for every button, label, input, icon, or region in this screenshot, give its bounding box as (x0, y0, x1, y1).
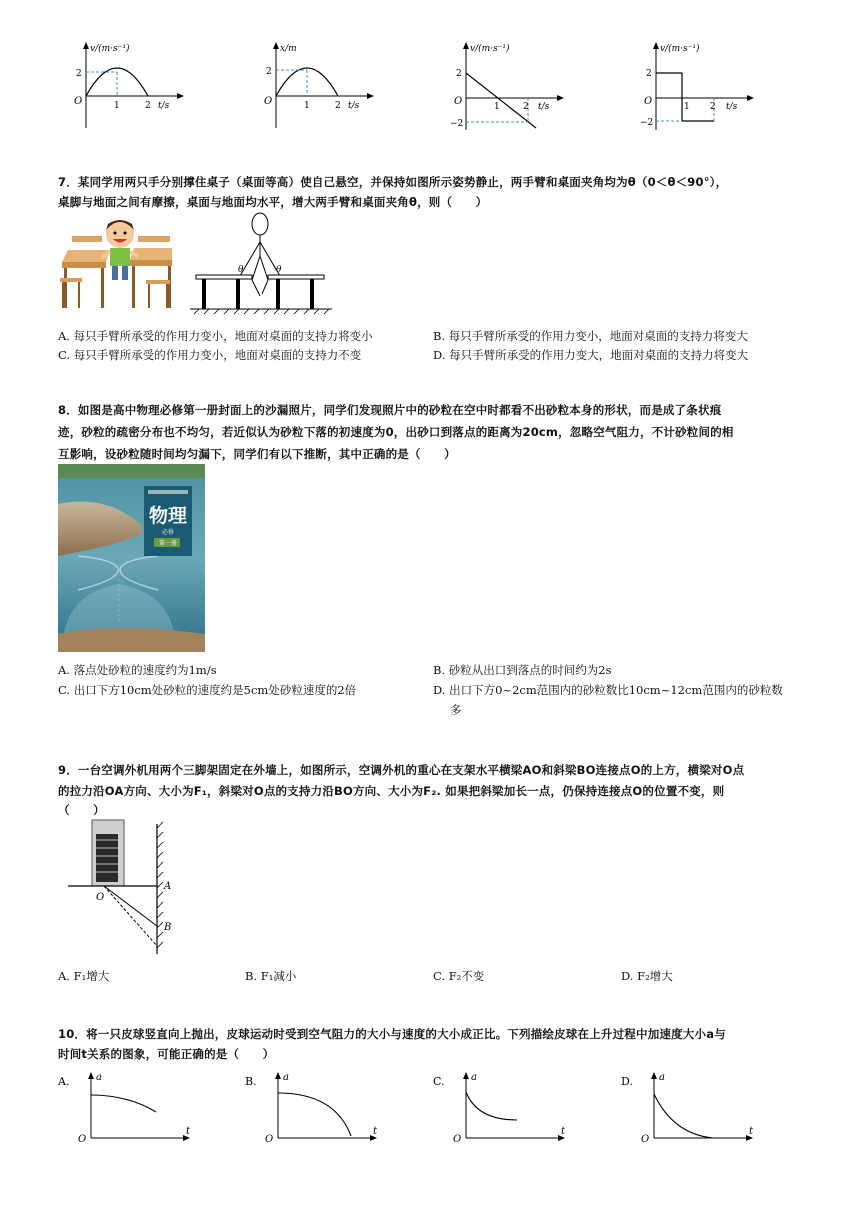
svg-text:t/s: t/s (726, 102, 738, 112)
svg-text:2: 2 (266, 67, 272, 77)
svg-text:O: O (74, 96, 83, 107)
svg-text:A: A (164, 881, 172, 892)
svg-text:O: O (641, 1134, 650, 1145)
svg-text:B: B (164, 922, 172, 933)
q9-stem-line3: （ ） (58, 803, 105, 817)
q8-option-b[interactable]: B. 砂粒从出口到落点的时间约为2s (433, 663, 612, 677)
q10-graph-b[interactable] (245, 1068, 385, 1148)
q8-book-cover-photo (58, 464, 205, 652)
q6-graph-a (60, 38, 200, 133)
svg-text:θ: θ (238, 265, 244, 275)
q6-graph-c (440, 38, 580, 133)
svg-text:2: 2 (76, 69, 82, 79)
q7-cartoon-image (58, 214, 173, 310)
q6a-ylabel: v/(m·s⁻¹) (90, 44, 130, 54)
q9-bracket-diagram (64, 818, 184, 958)
q7-stem-line2: 桌脚与地面之间有摩擦，桌面与地面均水平，增大两手臂和桌面夹角θ，则（ ） (58, 195, 488, 209)
svg-text:−2: −2 (450, 119, 464, 129)
svg-text:t/s: t/s (158, 101, 170, 111)
svg-text:O: O (96, 892, 105, 903)
q7-force-diagram (190, 208, 335, 314)
q6-graph-d (630, 38, 770, 133)
q9-option-a[interactable]: A. F₁增大 (58, 969, 110, 983)
q8-option-c[interactable]: C. 出口下方10cm处砂粒的速度约是5cm处砂粒速度的2倍 (58, 683, 357, 697)
svg-text:2: 2 (456, 69, 462, 79)
svg-text:2: 2 (710, 102, 716, 112)
q10-stem-line2: 时间t关系的图象，可能正确的是（ ） (58, 1047, 275, 1061)
svg-text:1: 1 (114, 101, 120, 111)
q10-stem-line1: 10．将一只皮球竖直向上抛出，皮球运动时受到空气阻力的大小与速度的大小成正比。下列描绘皮球在上升过程中加速度大小a与 (58, 1027, 726, 1041)
q10-graph-c[interactable] (433, 1068, 573, 1148)
q7-option-b[interactable]: B. 每只手臂所承受的作用力变小，地面对桌面的支持力将变大 (433, 329, 748, 343)
svg-text:1: 1 (684, 102, 690, 112)
svg-text:t: t (373, 1126, 378, 1137)
svg-text:a: a (471, 1072, 477, 1083)
svg-text:t: t (561, 1126, 566, 1137)
svg-text:第一册: 第一册 (159, 540, 178, 547)
svg-text:v/(m·s⁻¹): v/(m·s⁻¹) (660, 44, 700, 54)
svg-text:O: O (454, 96, 463, 107)
q8-option-d-cont: 多 (450, 703, 462, 717)
svg-text:t: t (749, 1126, 754, 1137)
svg-text:t: t (186, 1126, 191, 1137)
svg-text:2: 2 (646, 69, 652, 79)
svg-text:B.: B. (245, 1075, 257, 1088)
svg-text:D.: D. (621, 1075, 633, 1088)
svg-text:C.: C. (433, 1075, 445, 1088)
q8-stem-line3: 互影响，设砂粒随时间均匀漏下，同学们有以下推断，其中正确的是（ ） (58, 447, 456, 461)
q9-stem-line1: 9．一台空调外机用两个三脚架固定在外墙上，如图所示，空调外机的重心在支架水平横梁AO和斜梁BO连接点O的上方，横梁对O点 (58, 763, 745, 777)
svg-text:θ: θ (276, 265, 282, 275)
svg-text:1: 1 (304, 101, 310, 111)
q7-option-c[interactable]: C. 每只手臂所承受的作用力变小，地面对桌面的支持力不变 (58, 348, 362, 362)
svg-text:O: O (78, 1134, 87, 1145)
svg-text:O: O (644, 96, 653, 107)
svg-text:O: O (265, 1134, 274, 1145)
svg-text:O: O (453, 1134, 462, 1145)
svg-text:必修: 必修 (162, 529, 175, 536)
svg-text:a: a (659, 1072, 665, 1083)
q8-stem-line2: 迹，砂粒的疏密分布也不均匀，若近似认为砂粒下落的初速度为0，出砂口到落点的距离为20cm，忽略空气阻力，不计砂粒间的相 (58, 425, 734, 439)
q9-option-d[interactable]: D. F₂增大 (621, 969, 673, 983)
q8-option-a[interactable]: A. 落点处砂粒的速度约为1m/s (58, 663, 217, 677)
svg-text:a: a (283, 1072, 289, 1083)
q6-graph-b (250, 38, 390, 133)
svg-text:v/(m·s⁻¹): v/(m·s⁻¹) (470, 44, 510, 54)
q10-graph-a[interactable] (58, 1068, 198, 1148)
q7-option-a[interactable]: A. 每只手臂所承受的作用力变小，地面对桌面的支持力将变小 (58, 329, 373, 343)
q7-option-d[interactable]: D. 每只手臂所承受的作用力变大，地面对桌面的支持力将变大 (433, 348, 749, 362)
q8-option-d[interactable]: D. 出口下方0~2cm范围内的砂粒数比10cm~12cm范围内的砂粒数 (433, 683, 783, 697)
svg-text:2: 2 (523, 102, 529, 112)
q9-stem-line2: 的拉力沿OA方向、大小为F₁，斜梁对O点的支持力沿BO方向、大小为F₂. 如果把斜梁加长一点，仍保持连接点O的位置不变，则 (58, 784, 725, 798)
svg-text:O: O (264, 96, 273, 107)
q9-option-c[interactable]: C. F₂不变 (433, 969, 485, 983)
q7-stem-line1: 7．某同学用两只手分别撑住桌子（桌面等高）使自己悬空，并保持如图所示姿势静止，两手臂和桌面夹角均为θ（0＜θ＜90°）， (58, 175, 728, 189)
svg-text:−2: −2 (640, 118, 654, 128)
svg-text:t/s: t/s (538, 102, 550, 112)
svg-text:1: 1 (494, 102, 500, 112)
svg-text:a: a (96, 1072, 102, 1083)
svg-text:2: 2 (145, 101, 151, 111)
q10-graph-d[interactable] (621, 1068, 761, 1148)
svg-text:2: 2 (335, 101, 341, 111)
q8-stem-line1: 8．如图是高中物理必修第一册封面上的沙漏照片，同学们发现照片中的砂粒在空中时都看不出砂粒本身的形状，而是成了条状痕 (58, 403, 722, 417)
svg-text:A.: A. (58, 1075, 70, 1088)
q9-option-b[interactable]: B. F₁减小 (245, 969, 297, 983)
svg-text:x/m: x/m (280, 44, 297, 54)
svg-text:物理: 物理 (149, 505, 188, 527)
svg-text:t/s: t/s (348, 101, 360, 111)
